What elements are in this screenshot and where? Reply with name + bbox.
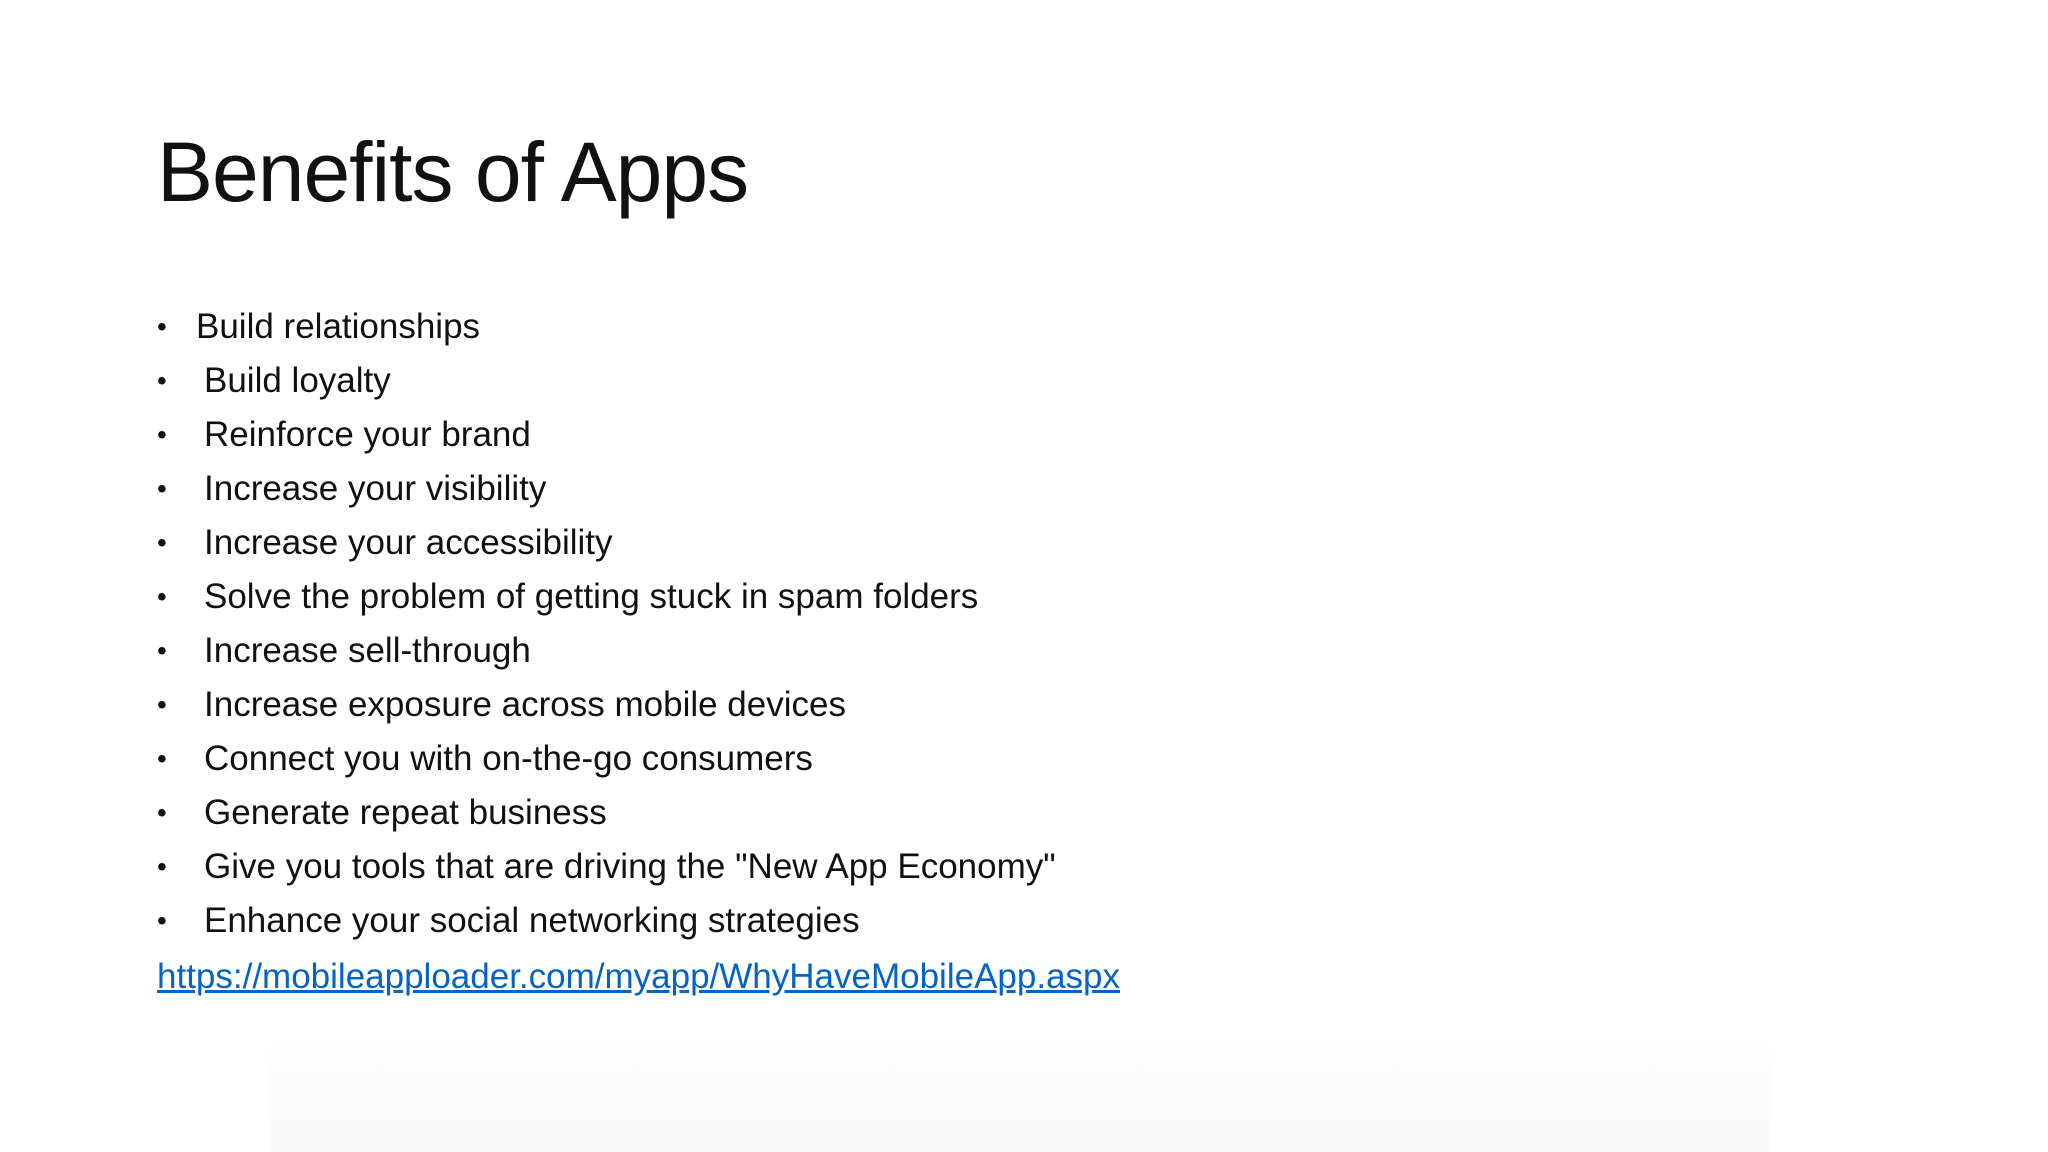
bullet-text: Enhance your social networking strategies [204, 901, 860, 940]
source-link[interactable]: https://mobileapploader.com/myapp/WhyHaveMobileApp.aspx [157, 957, 1120, 996]
bullet-icon: • [157, 743, 167, 774]
bullet-text: Connect you with on-the-go consumers [204, 739, 813, 778]
bullet-icon: • [157, 635, 167, 666]
bullet-text: Build loyalty [204, 361, 391, 400]
slide-title: Benefits of Apps [157, 125, 749, 219]
bullet-icon: • [157, 797, 167, 828]
bullet-icon: • [157, 365, 167, 396]
bullet-icon: • [157, 473, 167, 504]
bullet-text: Build relationships [196, 307, 481, 346]
bullet-text: Give you tools that are driving the "New App Economy" [204, 847, 1056, 886]
bullet-icon: • [157, 581, 167, 612]
bullet-icon: • [157, 905, 167, 936]
bullet-text: Increase sell-through [204, 631, 531, 670]
bullet-text: Increase your accessibility [204, 523, 613, 562]
bullet-icon: • [157, 311, 167, 342]
bullet-icon: • [157, 851, 167, 882]
background-shade [270, 1000, 1770, 1152]
bullet-text: Generate repeat business [204, 793, 607, 832]
bullet-icon: • [157, 419, 167, 450]
bullet-text: Solve the problem of getting stuck in spam folders [204, 577, 979, 616]
bullet-text: Increase your visibility [204, 469, 547, 508]
bullet-text: Reinforce your brand [204, 415, 531, 454]
bullet-icon: • [157, 689, 167, 720]
bullet-icon: • [157, 527, 167, 558]
bullet-text: Increase exposure across mobile devices [204, 685, 846, 724]
